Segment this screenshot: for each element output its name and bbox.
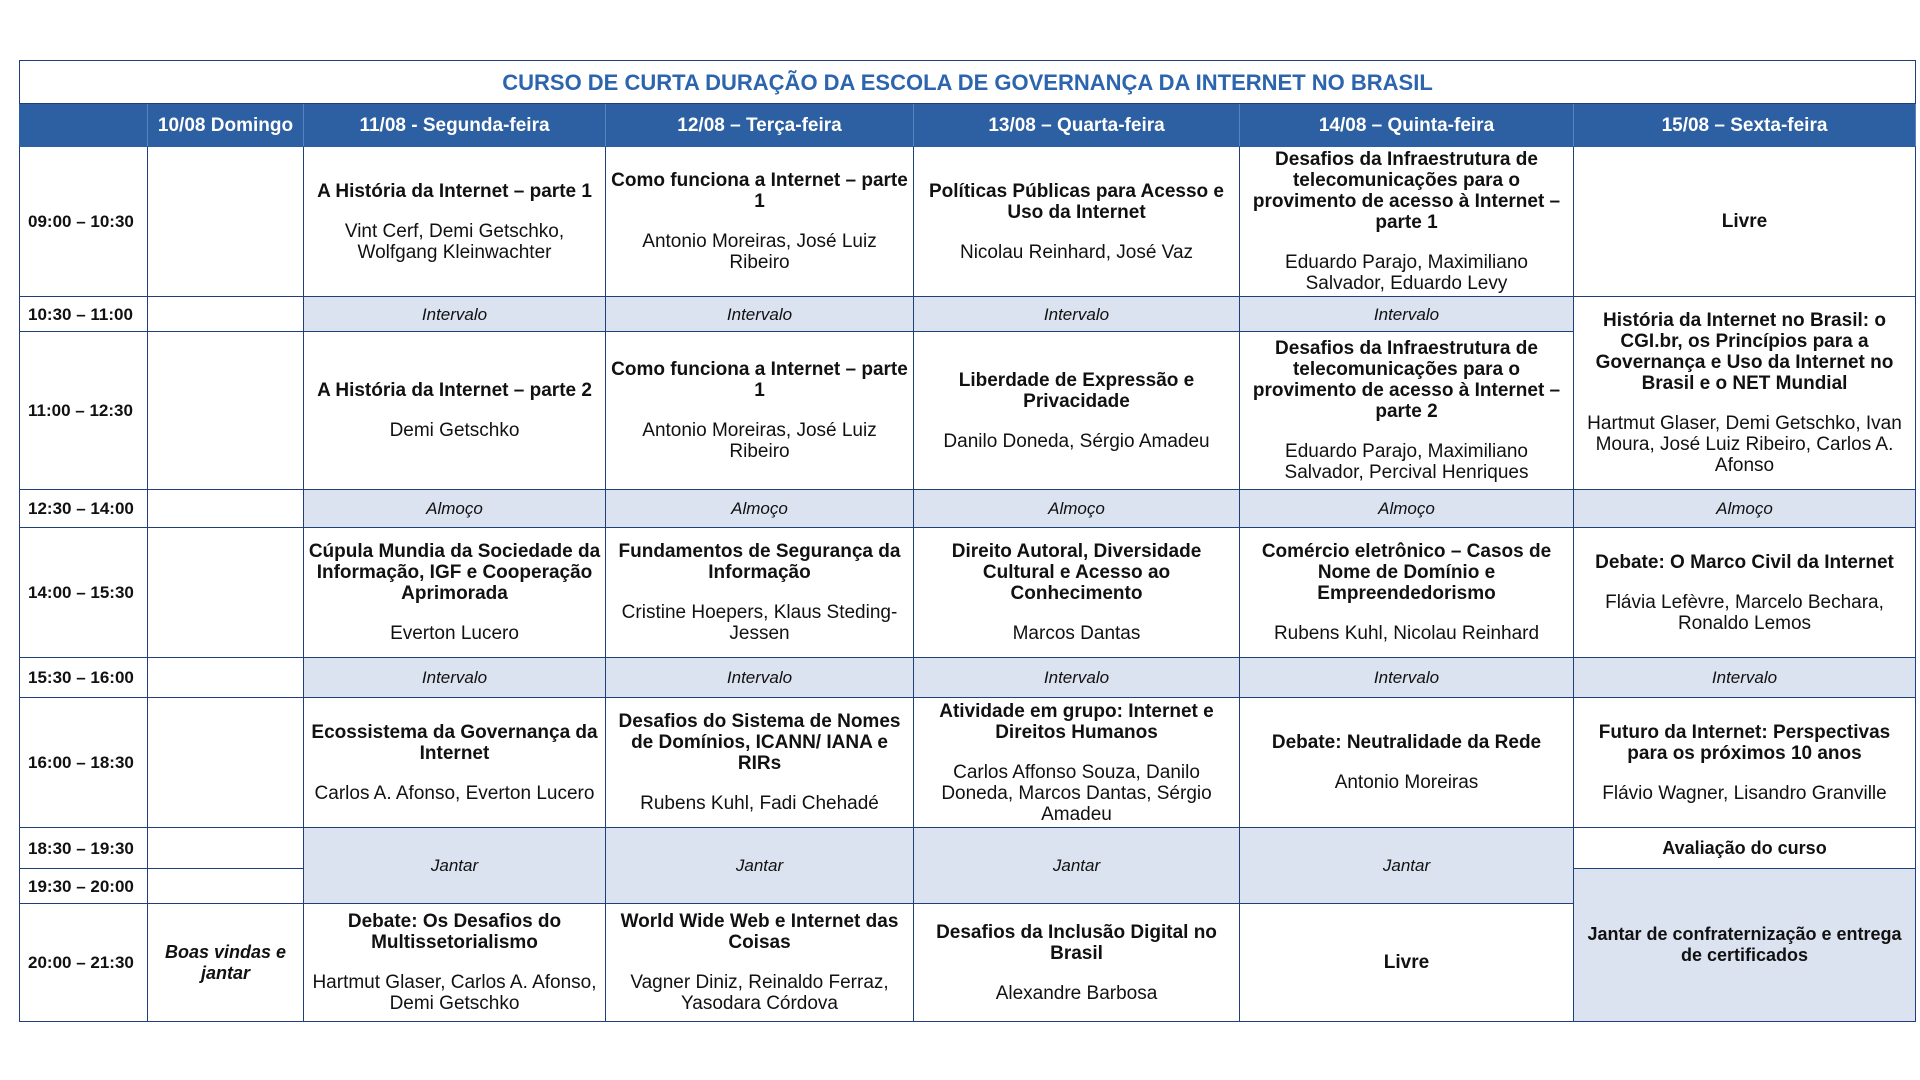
- welcome-dinner-cell: Boas vindas e jantar: [148, 904, 304, 1022]
- empty-cell: [148, 658, 304, 698]
- session-speakers: Vint Cerf, Demi Getschko, Wolfgang Kleinwachter: [344, 220, 565, 263]
- header-day-thursday: 14/08 – Quinta-feira: [1240, 104, 1574, 147]
- session-cell: [914, 332, 1240, 490]
- closing-dinner-cell: Jantar de confraternização e entrega de certificados: [1574, 869, 1916, 1022]
- session-speakers: Eduardo Parajo, Maximiliano Salvador, Eduardo Levy: [1285, 252, 1528, 294]
- session-speakers: Antonio Moreiras: [1334, 772, 1479, 793]
- session-speakers: Flávia Lefèvre, Marcelo Bechara, Ronaldo Lemos: [1605, 591, 1884, 634]
- time-slot: 10:30 – 11:00: [20, 297, 148, 332]
- session-cell: [914, 698, 1240, 828]
- empty-cell: [148, 332, 304, 490]
- dinner-cell: Jantar: [914, 828, 1240, 904]
- session-title: A História da Internet – parte 2: [317, 380, 592, 401]
- session-speakers: Alexandre Barbosa: [995, 982, 1158, 1004]
- lunch-cell: Almoço: [1574, 490, 1916, 528]
- time-slot: 16:00 – 18:30: [20, 698, 148, 828]
- time-slot: 12:30 – 14:00: [20, 490, 148, 528]
- break-cell: Intervalo: [914, 297, 1240, 332]
- session-speakers: Eduardo Parajo, Maximiliano Salvador, Percival Henriques: [1284, 441, 1529, 483]
- time-slot: 15:30 – 16:00: [20, 658, 148, 698]
- session-title: Debate: Neutralidade da Rede: [1271, 732, 1542, 753]
- session-cell: [606, 332, 914, 490]
- session-cell: [1574, 698, 1916, 828]
- session-title: Debate: O Marco Civil da Internet: [1595, 551, 1894, 573]
- header-day-friday: 15/08 – Sexta-feira: [1574, 104, 1916, 147]
- break-cell: Intervalo: [1574, 658, 1916, 698]
- header-day-monday: 11/08 - Segunda-feira: [304, 104, 606, 147]
- session-speakers: Hartmut Glaser, Carlos A. Afonso, Demi Getschko: [312, 972, 597, 1014]
- session-speakers: Demi Getschko: [389, 420, 520, 441]
- session-speakers: Nicolau Reinhard, José Vaz: [959, 241, 1194, 263]
- break-cell: Intervalo: [1240, 658, 1574, 698]
- session-speakers: Everton Lucero: [390, 623, 519, 644]
- break-cell: Intervalo: [304, 297, 606, 332]
- header-time-column: [20, 104, 148, 147]
- time-slot: 11:00 – 12:30: [20, 332, 148, 490]
- session-title: World Wide Web e Internet das Coisas: [620, 911, 899, 953]
- session-speakers: Flávio Wagner, Lisandro Granville: [1602, 782, 1887, 804]
- break-cell: Intervalo: [304, 658, 606, 698]
- session-cell: [1574, 528, 1916, 658]
- session-title: Cúpula Mundia da Sociedade da Informação, IGF e Cooperação Aprimorada: [308, 541, 601, 604]
- session-speakers: Rubens Kuhl, Nicolau Reinhard: [1273, 623, 1540, 644]
- break-cell: Intervalo: [606, 658, 914, 698]
- schedule-table: [19, 60, 1916, 1022]
- time-slot: 19:30 – 20:00: [20, 869, 148, 904]
- session-cell: [1574, 297, 1916, 490]
- session-cell: [914, 904, 1240, 1022]
- session-speakers: Carlos A. Afonso, Everton Lucero: [314, 782, 595, 804]
- empty-cell: [148, 698, 304, 828]
- empty-cell: [148, 297, 304, 332]
- break-cell: Intervalo: [1240, 297, 1574, 332]
- schedule-title: CURSO DE CURTA DURAÇÃO DA ESCOLA DE GOVERNANÇA DA INTERNET NO BRASIL: [20, 61, 1916, 104]
- dinner-cell: Jantar: [1240, 828, 1574, 904]
- session-cell: [606, 904, 914, 1022]
- session-speakers: Antonio Moreiras, José Luiz Ribeiro: [642, 420, 877, 462]
- time-slot: 18:30 – 19:30: [20, 828, 148, 869]
- session-title: Direito Autoral, Diversidade Cultural e Acesso ao Conhecimento: [951, 541, 1202, 604]
- session-cell: [304, 904, 606, 1022]
- session-cell: [1240, 698, 1574, 828]
- session-speakers: Hartmut Glaser, Demi Getschko, Ivan Moura, José Luiz Ribeiro, Carlos A. Afonso: [1587, 413, 1902, 476]
- session-title: Políticas Públicas para Acesso e Uso da Internet: [929, 180, 1224, 223]
- lunch-cell: Almoço: [606, 490, 914, 528]
- session-title: História da Internet no Brasil: o CGI.br, os Princípios para a Governança e Uso da Internet no Brasil e o NET Mundial: [1595, 310, 1894, 394]
- session-cell: [1240, 147, 1574, 297]
- course-evaluation: Avaliação do curso: [1574, 828, 1916, 869]
- session-title: A História da Internet – parte 1: [317, 180, 592, 202]
- session-cell: [1240, 332, 1574, 490]
- session-title: Fundamentos de Segurança da Informação: [618, 541, 901, 583]
- session-title: Desafios do Sistema de Nomes de Domínios, ICANN/ IANA e RIRs: [618, 711, 901, 774]
- session-cell: [304, 147, 606, 297]
- dinner-cell: Jantar: [304, 828, 606, 904]
- session-title: Desafios da Infraestrutura de telecomunicações para o provimento de acesso à Internet – parte 1: [1252, 149, 1561, 233]
- session-cell: [304, 698, 606, 828]
- header-day-tuesday: 12/08 – Terça-feira: [606, 104, 914, 147]
- session-cell: [1240, 528, 1574, 658]
- time-slot: 20:00 – 21:30: [20, 904, 148, 1022]
- session-speakers: Vagner Diniz, Reinaldo Ferraz, Yasodara Córdova: [630, 972, 889, 1014]
- session-title: Como funciona a Internet – parte 1: [611, 359, 908, 401]
- session-cell: [304, 332, 606, 490]
- empty-cell: [148, 869, 304, 904]
- session-title: Futuro da Internet: Perspectivas para os próximos 10 anos: [1598, 721, 1891, 764]
- header-day-wednesday: 13/08 – Quarta-feira: [914, 104, 1240, 147]
- dinner-cell: Jantar: [606, 828, 914, 904]
- session-title: Ecossistema da Governança da Internet: [311, 721, 598, 764]
- break-cell: Intervalo: [606, 297, 914, 332]
- session-speakers: Antonio Moreiras, José Luiz Ribeiro: [642, 231, 877, 273]
- session-cell: [606, 147, 914, 297]
- session-cell: [606, 528, 914, 658]
- break-cell: Intervalo: [914, 658, 1240, 698]
- session-speakers: Marcos Dantas: [1012, 623, 1141, 644]
- session-title: Desafios da Inclusão Digital no Brasil: [936, 921, 1217, 964]
- free-slot: Livre: [1574, 147, 1916, 297]
- empty-cell: [148, 828, 304, 869]
- lunch-cell: Almoço: [304, 490, 606, 528]
- session-speakers: Rubens Kuhl, Fadi Chehadé: [640, 793, 879, 814]
- time-slot: 09:00 – 10:30: [20, 147, 148, 297]
- session-cell: [914, 147, 1240, 297]
- session-cell: [606, 698, 914, 828]
- session-title: Debate: Os Desafios do Multissetorialismo: [347, 911, 562, 953]
- session-title: Desafios da Infraestrutura de telecomunicações para o provimento de acesso à Internet – parte 2: [1252, 338, 1561, 422]
- session-cell: [914, 528, 1240, 658]
- session-title: Comércio eletrônico – Casos de Nome de Domínio e Empreendedorismo: [1261, 541, 1552, 604]
- session-title: Como funciona a Internet – parte 1: [611, 170, 908, 212]
- session-speakers: Carlos Affonso Souza, Danilo Doneda, Marcos Dantas, Sérgio Amadeu: [941, 761, 1212, 825]
- lunch-cell: Almoço: [914, 490, 1240, 528]
- session-title: Atividade em grupo: Internet e Direitos Humanos: [939, 700, 1214, 743]
- empty-cell: [148, 528, 304, 658]
- session-speakers: Danilo Doneda, Sérgio Amadeu: [943, 430, 1210, 452]
- header-day-sunday: 10/08 Domingo: [148, 104, 304, 147]
- session-cell: [304, 528, 606, 658]
- lunch-cell: Almoço: [1240, 490, 1574, 528]
- free-slot: Livre: [1240, 904, 1574, 1022]
- empty-cell: [148, 147, 304, 297]
- empty-cell: [148, 490, 304, 528]
- session-title: Liberdade de Expressão e Privacidade: [958, 369, 1195, 412]
- session-speakers: Cristine Hoepers, Klaus Steding-Jessen: [621, 602, 898, 644]
- time-slot: 14:00 – 15:30: [20, 528, 148, 658]
